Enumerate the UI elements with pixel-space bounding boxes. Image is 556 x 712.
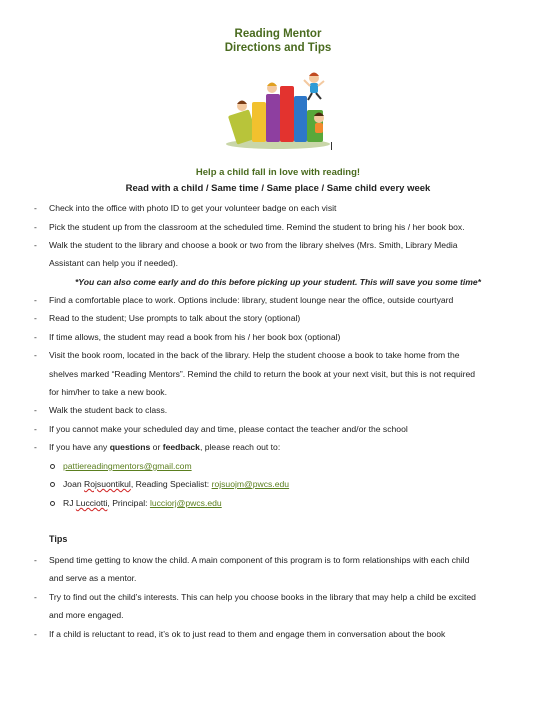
contact-item bbox=[50, 479, 289, 490]
book-yellow bbox=[252, 102, 266, 142]
bullet-dash: - bbox=[34, 424, 37, 434]
children-books-illustration bbox=[222, 66, 334, 150]
tagline-secondary: Read with a child / Same time / Same place / Same child every week bbox=[125, 183, 431, 194]
child-hair-middle bbox=[267, 83, 277, 87]
tip-item-continued: and serve as a mentor. bbox=[49, 573, 137, 583]
tips-heading: Tips bbox=[49, 534, 68, 544]
early-arrival-note: *You can also come early and do this before picking up your student. This will save you some time* bbox=[74, 277, 482, 287]
contact-intro-suffix: , please reach out to: bbox=[199, 442, 281, 452]
tip-item: Spend time getting to know the child. A main component of this program is to form relationships with each child bbox=[49, 555, 470, 565]
direction-item: Read to the student; Use prompts to talk about the story (optional) bbox=[49, 313, 301, 323]
circle-bullet bbox=[50, 501, 55, 506]
bullet-dash: - bbox=[34, 332, 37, 342]
contact-item bbox=[50, 498, 222, 509]
bullet-dash: - bbox=[34, 313, 37, 323]
direction-item: Walk the student to the library and choose a book or two from the library shelves (Mrs. Smith, Library Media bbox=[49, 240, 458, 250]
direction-item: Walk the student back to class. bbox=[49, 405, 168, 415]
child-body-jumping bbox=[310, 83, 318, 93]
bullet-dash: - bbox=[34, 295, 37, 305]
contact-email-link[interactable]: pattiereadingmentors@gmail.com bbox=[63, 461, 192, 471]
contact-role: , Principal: bbox=[107, 498, 150, 508]
text-cursor bbox=[331, 142, 332, 150]
tip-item: If a child is reluctant to read, it’s ok to just read to them and engage them in conversation about the book bbox=[49, 629, 446, 639]
circle-bullet bbox=[50, 464, 55, 469]
direction-item: If you cannot make your scheduled day and time, please contact the teacher and/or the school bbox=[49, 424, 408, 434]
book-blue bbox=[294, 96, 307, 142]
bullet-dash: - bbox=[34, 629, 37, 639]
contact-intro-or: or bbox=[150, 442, 163, 452]
bullet-dash: - bbox=[34, 350, 37, 360]
tip-item-continued: and more engaged. bbox=[49, 610, 124, 620]
direction-item-contact bbox=[49, 442, 280, 453]
document-subtitle: Directions and Tips bbox=[224, 42, 332, 54]
contact-last-name: Lucciotti bbox=[75, 498, 108, 508]
direction-item: If time allows, the student may read a book from his / her book box (optional) bbox=[49, 332, 341, 342]
bullet-dash: - bbox=[34, 405, 37, 415]
direction-item: Visit the book room, located in the back of the library. Help the student choose a book to take home from the bbox=[49, 350, 460, 360]
child-hair-left bbox=[237, 101, 247, 105]
contact-last-name: Rojsuontikul bbox=[84, 479, 131, 489]
bullet-dash: - bbox=[34, 203, 37, 213]
child-hair-jumping bbox=[309, 73, 319, 77]
bullet-dash: - bbox=[34, 240, 37, 250]
direction-item: Pick the student up from the classroom at the scheduled time. Remind the student to bring his / her book box. bbox=[49, 222, 465, 232]
feedback-emphasis: feedback bbox=[162, 442, 200, 452]
tip-item: Try to find out the child’s interests. This can help you choose books in the library that may help a child be excited bbox=[49, 592, 476, 602]
contact-email-link[interactable]: lucciorj@pwcs.edu bbox=[149, 498, 222, 508]
contact-first-name: Joan bbox=[63, 479, 85, 489]
direction-item-continued: for him/her to take a new book. bbox=[49, 387, 167, 397]
bullet-dash: - bbox=[34, 555, 37, 565]
direction-item: Find a comfortable place to work. Options include: library, student lounge near the office, outside courtyard bbox=[49, 295, 454, 305]
contact-item bbox=[50, 461, 192, 472]
book-red bbox=[280, 86, 294, 142]
direction-item-continued: shelves marked “Reading Mentors”. Remind the child to return the book at your next visit, but this is not required bbox=[49, 369, 476, 379]
questions-emphasis: questions bbox=[109, 442, 151, 452]
contact-intro-prefix: If you have any bbox=[49, 442, 110, 452]
bullet-dash: - bbox=[34, 592, 37, 602]
book-purple bbox=[266, 94, 280, 142]
child-body-right bbox=[315, 123, 323, 133]
circle-bullet bbox=[50, 482, 55, 487]
contact-role: , Reading Specialist: bbox=[130, 479, 212, 489]
contact-email-link[interactable]: rojsuojm@pwcs.edu bbox=[211, 479, 290, 489]
direction-item: Check into the office with photo ID to get your volunteer badge on each visit bbox=[49, 203, 337, 213]
contact-first-name: RJ bbox=[63, 498, 76, 508]
bullet-dash: - bbox=[34, 442, 37, 452]
tagline-primary: Help a child fall in love with reading! bbox=[195, 167, 361, 178]
document-title: Reading Mentor bbox=[234, 28, 322, 40]
direction-item-continued: Assistant can help you if needed). bbox=[49, 258, 178, 268]
bullet-dash: - bbox=[34, 222, 37, 232]
